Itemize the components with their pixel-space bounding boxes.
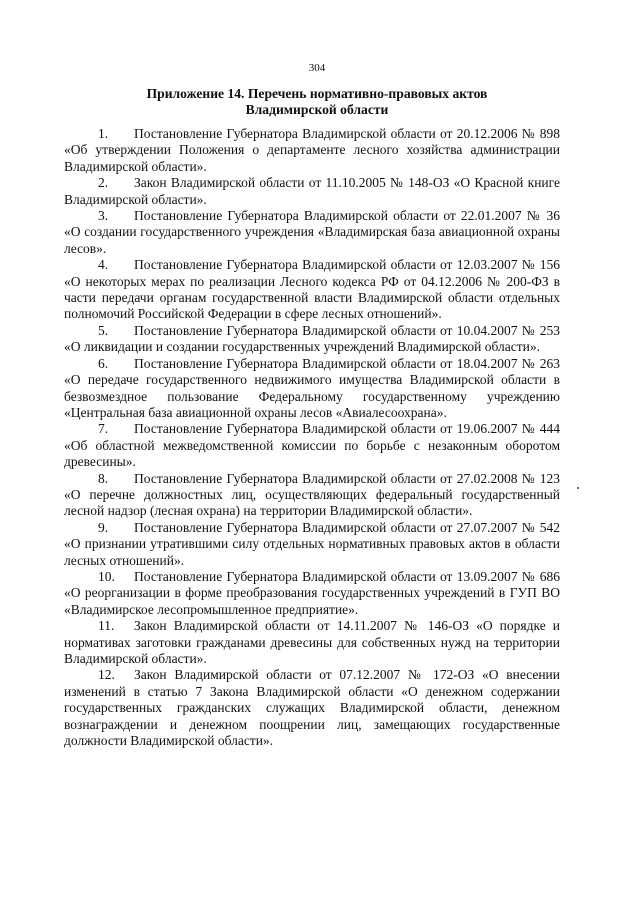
title-line-1: Приложение 14. Перечень нормативно-правовых актов bbox=[146, 86, 488, 101]
item-number: 2. bbox=[98, 175, 109, 191]
item-text: Постановление Губернатора Владимирской области от 18.04.2007 № 263 «О передаче государственного недвижимого имущества Владимирской области в безвозмездное пользование Федеральному государственному учреждению «Центральная база авиационной охраны лесов «Авиалесоохрана». bbox=[64, 355, 560, 420]
legal-acts-list bbox=[64, 126, 560, 749]
list-item bbox=[64, 569, 560, 618]
list-item bbox=[64, 421, 560, 470]
item-text: Постановление Губернатора Владимирской области от 27.07.2007 № 542 «О признании утратившими силу отдельных нормативных правовых актов в области лесных отношений». bbox=[64, 519, 560, 568]
page-number: 304 bbox=[308, 62, 326, 74]
list-item bbox=[64, 323, 560, 356]
item-number: 3. bbox=[98, 208, 109, 224]
item-number: 11. bbox=[98, 618, 115, 634]
item-text: Закон Владимирской области от 11.10.2005 № 148-ОЗ «О Красной книге Владимирской области». bbox=[64, 175, 560, 207]
item-text: Постановление Губернатора Владимирской области от 12.03.2007 № 156 «О некоторых мерах по реализации Лесного кодекса РФ от 04.12.2006 № 200-ФЗ в части передачи органам государственной власти Владимирской области отдельных полномочий Российской Федерации в сфере лесных отношений». bbox=[64, 257, 560, 322]
item-text: Постановление Губернатора Владимирской области от 19.06.2007 № 444 «Об областной межведомственной комиссии по борьбе с незаконным оборотом древесины». bbox=[64, 421, 560, 470]
item-text: Закон Владимирской области от 07.12.2007 № 172-ОЗ «О внесении изменений в статью 7 Закона Владимирской области «О денежном содержании государственных гражданских служащих Владимирской области, денежном вознаграждении и денежном поощрении лиц, замещающих государственные должности Владимирской области». bbox=[64, 667, 560, 749]
item-number: 5. bbox=[98, 322, 109, 338]
item-text: Постановление Губернатора Владимирской области от 13.09.2007 № 686 «О реорганизации в форме преобразования государственных учреждений в ГУП ВО «Владимирское лесопромышленное предприятие». bbox=[64, 568, 560, 617]
list-item bbox=[64, 618, 560, 667]
item-number: 1. bbox=[98, 126, 109, 141]
item-text: Постановление Губернатора Владимирской области от 20.12.2006 № 898 «Об утверждении Положения о департаменте лесного хозяйства администрации Владимирской области». bbox=[64, 126, 560, 174]
item-text: Постановление Губернатора Владимирской области от 10.04.2007 № 253 «О ликвидации и создании государственных учреждений Владимирской области». bbox=[64, 322, 560, 355]
list-item bbox=[64, 520, 560, 569]
list-item bbox=[64, 208, 560, 257]
item-number: 10. bbox=[98, 568, 115, 584]
item-text: Постановление Губернатора Владимирской области от 22.01.2007 № 36 «О создании государственного учреждения «Владимирская база авиационной охраны лесов». bbox=[64, 208, 560, 256]
item-text: Постановление Губернатора Владимирской области от 27.02.2008 № 123 «О перечне должностных лиц, осуществляющих федеральный государственный лесной надзор (лесная охрана) на территории Владимирской области». bbox=[64, 470, 560, 519]
scan-speck bbox=[577, 487, 579, 489]
title-line-2: Владимирской области bbox=[245, 102, 389, 117]
list-item bbox=[64, 126, 560, 175]
item-number: 8. bbox=[98, 470, 109, 486]
list-item bbox=[64, 175, 560, 208]
list-item bbox=[64, 667, 560, 749]
item-number: 6. bbox=[98, 355, 109, 371]
list-item bbox=[64, 356, 560, 422]
list-item bbox=[64, 471, 560, 520]
item-number: 4. bbox=[98, 257, 109, 273]
list-item bbox=[64, 257, 560, 323]
item-number: 12. bbox=[98, 667, 115, 683]
item-number: 7. bbox=[98, 421, 109, 437]
item-number: 9. bbox=[98, 519, 109, 535]
appendix-title bbox=[60, 86, 574, 118]
item-text: Закон Владимирской области от 14.11.2007 № 146-ОЗ «О порядке и нормативах заготовки гражданами древесины для собственных нужд на территории Владимирской области». bbox=[64, 618, 560, 666]
